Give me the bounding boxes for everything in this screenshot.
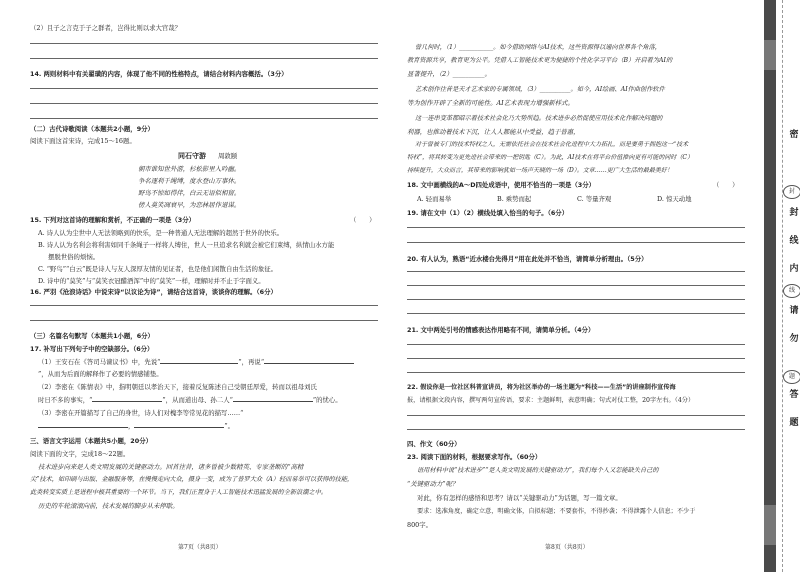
answer-line <box>407 299 745 300</box>
fill-text: ”，从而为后面的解释作了必要的情感铺垫。 <box>38 370 163 378</box>
seal-circle: 封 <box>783 185 800 199</box>
fill-text: （1）王安石在《答司马谏议书》中，先说“ <box>38 358 161 366</box>
answer-line <box>30 305 378 306</box>
question-16: 16. 严羽《沧浪诗话》中说宋诗“以议论为诗”，请结合这首诗，谈谈你的理解。（6分） <box>30 288 277 296</box>
option-c: C. “野鸟”“白云”既是诗人与友人深厚友情的见证者，也是他们闲散自由生活的象征。 <box>38 265 278 273</box>
writing-requirements: 800字。 <box>407 521 432 529</box>
passage-line: 教育资源共享，教育更为公平。凭借人工智能技术更为便捷的个性化学习平台（B）开启着为AI的 <box>407 57 673 64</box>
passage-line: 显著提升，（2）__________。 <box>407 70 491 78</box>
blank[interactable] <box>134 427 224 428</box>
fill-text: ”的忧心。 <box>312 396 342 404</box>
blank[interactable] <box>233 401 313 402</box>
passage-line: 这一连串变革都昭示着技术社会化乃大势所趋。技术进步必然促使应用技术化作解决问题的 <box>415 115 663 122</box>
question-18: 18. 文中画横线的A～D四处成语中，使用不恰当的一项是（3分） <box>407 181 596 189</box>
fill-text: ”。 <box>224 422 235 430</box>
fill-text: 时日不多的事实，“ <box>38 396 93 404</box>
section-title: 四、作文（60分） <box>407 440 461 448</box>
option-b: B. 诗人认为名利会将利害如同千条绳子一样将人缚住，世人一旦追求名利就会被它们束缚，纵情山水方能 <box>38 241 335 249</box>
seal-char: 答 <box>789 390 799 400</box>
section-title: （二）古代诗歌阅读（本题共2小题，9分） <box>30 125 154 133</box>
passage-line: 等为创作开辟了全新的可能性。AI艺术表现力增强新样式。 <box>407 99 574 107</box>
seal-char: 勿 <box>789 334 799 344</box>
passage-line: 利器，也推动着技术下沉，让人人都能从中受益，趋于普惠， <box>407 128 580 136</box>
seal-char: 封 <box>789 208 799 218</box>
option-a: A. 轻而易举 <box>417 195 452 203</box>
answer-line <box>407 429 745 430</box>
answer-line <box>407 242 745 243</box>
answer-line <box>30 320 378 321</box>
blank[interactable] <box>92 401 162 402</box>
fill-text: （3）李密在开篇描写了自己的身世，诗人们对槐李等常见花的描写……“ <box>38 409 244 417</box>
option-b: B. 乘势而起 <box>497 195 532 203</box>
fill-line <box>38 396 342 404</box>
seal-char: 请 <box>789 306 799 316</box>
answer-line <box>407 271 745 272</box>
bar-block <box>764 40 776 70</box>
passage-line: （2）且子之言克于子之群者，岂得比则以求大官哉？ <box>30 24 182 32</box>
poem-line: 朝市谁知世外游，杉松影里入吟幽。 <box>138 165 241 173</box>
question-22: 22. 假设你是一位社区科普宣讲员，将为社区举办的一场主题为“科技——生活”的讲座制作宣传海 <box>407 384 676 391</box>
seal-char: 题 <box>789 418 799 428</box>
seal-circle: 题 <box>783 370 800 384</box>
blank[interactable] <box>160 363 238 364</box>
option-b-cont: 摆脱世俗的烦恼。 <box>48 253 100 261</box>
question-17: 17. 补写出下列句子中的空缺部分。（6分） <box>30 345 154 353</box>
seal-circle: 线 <box>783 284 800 298</box>
passage-line: 曾几何时，（1）___________。如今借助网络与AI技术，这些资源得以通向世界各个角落， <box>415 44 661 51</box>
answer-line <box>30 118 378 119</box>
question-23: 23. 阅读下面的材料，根据要求写作。（60分） <box>407 453 542 461</box>
question-20: 20. 有人认为，熟语“近水楼台先得月”用在此处并不恰当，请简单分析理由。（5分） <box>407 255 648 263</box>
passage-line: 尖”技术，如印刷与出版、金融服务等，在慢慢走向大众，摄身一变，成为了普罗大众（A）轻而易举可以获得的技能， <box>30 476 354 483</box>
answer-line <box>30 43 378 44</box>
page-number: 第8页（共8页） <box>545 544 589 551</box>
answer-line <box>407 415 745 416</box>
section-intro: 阅读下面这首宋诗，完成15～16题。 <box>30 137 136 145</box>
writing-prompt: “关键驱动力”呢？ <box>407 480 459 488</box>
seal-dashed-line <box>782 0 783 572</box>
answer-paren: （ ） <box>350 216 376 224</box>
fill-text: ”，从而道出母、孙二人“ <box>162 396 233 404</box>
poem-title: 同石守游 <box>178 152 206 160</box>
option-d: D. 惊天动地 <box>657 195 692 203</box>
answer-paren: （ ） <box>713 181 739 189</box>
seal-char: 内 <box>789 264 799 274</box>
passage-line: 技术进步向来是人类文明发展的关键驱动力。回首往昔，诸多曾被少数精英、专家垄断的“高精 <box>38 463 304 471</box>
answer-line <box>30 88 378 89</box>
fill-text: ”，再说“ <box>238 358 265 366</box>
option-d: D. 诗中的“莫笑”与“莫笑衣冠醋酒浑”中的“莫笑”一样，理解时并不止于字面义。 <box>38 277 265 285</box>
blank[interactable] <box>264 363 354 364</box>
passage-line: 持续提升，大众而言，其带来的影响犹如一场声天晓的一场（D）。文章……更广大生活的最最美好！ <box>407 167 673 174</box>
writing-requirements: 要求：选准角度，确定立意，明确文体，自拟标题；不要套作，不得抄袭；不得泄露个人信息；不少于 <box>417 508 696 515</box>
passage-line: 此类转变实质上是进程中极其重要的一个环节。当下，我们正置身于人工智能技术迅猛发展的全新浪潮之中。 <box>30 489 327 496</box>
writing-prompt: 对此，你有怎样的感悟和思考？请以“关键驱动力”为话题，写一篇文章。 <box>417 494 622 502</box>
answer-line <box>30 58 378 59</box>
seal-bar <box>764 0 776 572</box>
poem-line: 傍人莫笑凋衰早，为恋林居作退谋。 <box>138 201 241 209</box>
passage-line: 特权”，将其转变为更先进社会带来的一把钥匙（C）。为此，AI技术在将平台价值推向更有可能的同时（C） <box>407 154 693 161</box>
section-title: （三）名篇名句默写（本题共1小题，6分） <box>30 332 154 340</box>
passage-line: 艺术创作往昔是天才艺术家的专属领域，（3）__________。如今，AI绘画、AI作曲创作软件 <box>415 86 665 93</box>
answer-line <box>407 344 745 345</box>
fill-line <box>38 358 354 366</box>
question-14: 14. 两则材料中有关翟璜的内容，体现了他不同的性格特点，请结合材料内容概括。（3分） <box>30 70 288 78</box>
question-22-cont: 报，请根据文段内容，撰写两句宣传语，要求：主题鲜明，表意明确；句式对仗工整，20字左右。（4分） <box>407 397 695 404</box>
question-15: 15. 下列对这首诗的理解和赏析，不正确的一项是（3分） <box>30 216 195 224</box>
answer-line <box>30 103 378 104</box>
fill-text: ， <box>128 422 135 430</box>
section-title: 三、语言文字运用（本题共5小题，20分） <box>30 437 152 445</box>
seal-char: 密 <box>789 130 799 140</box>
poem-line: 争名逐利千绳缚，度水登山万事休。 <box>138 177 241 185</box>
passage-line: 历史的车轮滚滚向前，技术发展的脚步从未停歇。 <box>38 502 179 510</box>
seal-char: 线 <box>789 236 799 246</box>
answer-line <box>407 227 745 228</box>
poem-line: 野鸟不惊如得伴，白云无语似相留。 <box>138 189 241 197</box>
passage-line: 对于曾被专门的技术特权之人，无需依托社会在技术社会化进程中大力拓扎，而是要勇于拥抱这一“技术 <box>415 141 689 148</box>
fill-line <box>38 422 234 430</box>
bar-block <box>764 505 776 545</box>
answer-line <box>407 358 745 359</box>
question-19: 19. 请在文中（1）（2）横线处填入恰当的句子。（6分） <box>407 209 569 217</box>
option-a: A. 诗人认为尘世中人无法领略到的快乐，是一种普通人无法理解的超然于世外的快乐。 <box>38 229 284 237</box>
answer-line <box>407 285 745 286</box>
question-21: 21. 文中两处引号的情感表达作用略有不同，请简单分析。（4分） <box>407 326 595 334</box>
poem-author: 周敦颐 <box>218 152 238 160</box>
answer-line <box>407 313 745 314</box>
page-number: 第7页（共8页） <box>178 544 222 551</box>
fill-line <box>38 409 243 417</box>
option-c: C. 等量齐观 <box>577 195 612 203</box>
fill-text: （2）李密在《陈情表》中，指明朝廷以孝治天下，接着反复陈述自己受朝廷厚爱，转而以祖母刘氏 <box>38 383 317 391</box>
writing-prompt: 语用材料中说“技术进步”“是人类文明发展的关键驱动力”，我们每个人又怎能缺失自己的 <box>417 467 659 474</box>
section-intro: 阅读下面的文字，完成18～22题。 <box>30 450 130 458</box>
blank[interactable] <box>38 427 128 428</box>
answer-line <box>407 372 745 373</box>
